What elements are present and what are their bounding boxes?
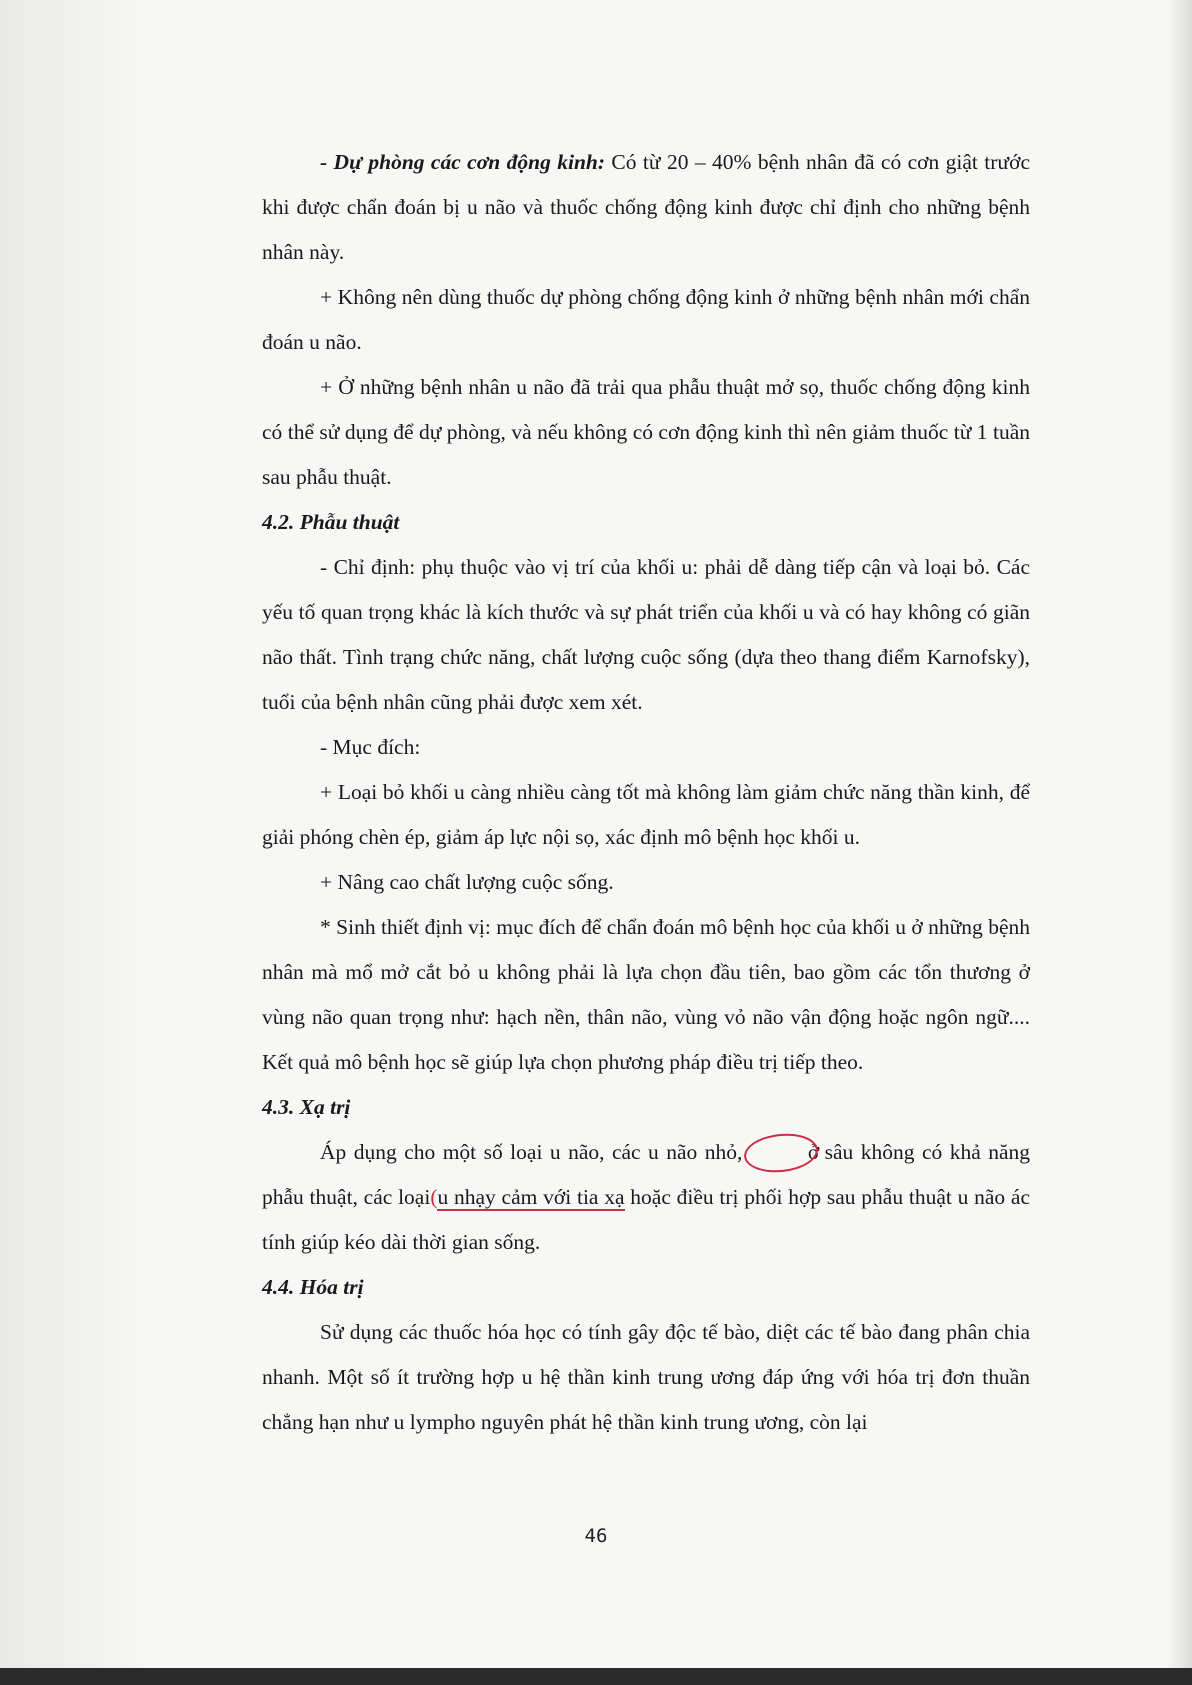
paragraph-purpose: - Mục đích:: [320, 735, 421, 759]
page-number: 46: [584, 1525, 608, 1547]
scan-bottom-edge: [0, 1668, 1192, 1685]
paragraph-indication: - Chỉ định: phụ thuộc vào vị trí của khối u: phải dễ dàng tiếp cận và loại bỏ. Các yếu tố quan trọng khác là kích thước và sự phát triển của khối u và có hay không có giãn não thất. Tình trạng chức năng, chất lượng cuộc sống (dựa theo thang điểm Karnofsky), tuổi của bệnh nhân cũng phải được xem xét.: [262, 555, 1030, 714]
page-left-shadow: [0, 0, 150, 1685]
heading-chemotherapy: 4.4. Hóa trị: [262, 1275, 364, 1299]
paragraph-quality-of-life: + Nâng cao chất lượng cuộc sống.: [320, 870, 614, 894]
paragraph-remove-tumor: + Loại bỏ khối u càng nhiều càng tốt mà không làm giảm chức năng thần kinh, để giải phóng chèn ép, giảm áp lực nội sọ, xác định mô bệnh học khối u.: [262, 780, 1030, 849]
radiotherapy-text-a: Áp dụng cho một số loại u não, các u não nhỏ,: [320, 1140, 743, 1164]
page-right-shadow: [1167, 0, 1192, 1685]
paragraph-chemotherapy: Sử dụng các thuốc hóa học có tính gây độc tế bào, diệt các tế bào đang phân chia nhanh. Một số ít trường hợp u hệ thần kinh trung ương đáp ứng với hóa trị đơn thuần chẳng hạn như u lympho nguyên phát hệ thần kinh trung ương, còn lại: [262, 1320, 1030, 1434]
radiotherapy-text-b: không có khả năng phẫu thuật, các loại: [262, 1140, 1031, 1209]
seizure-prevention-label: - Dự phòng các cơn động kinh:: [320, 150, 606, 174]
paragraph-no-prophylaxis: + Không nên dùng thuốc dự phòng chống động kinh ở những bệnh nhân mới chẩn đoán u não.: [262, 285, 1030, 354]
paragraph-stereotactic-biopsy: * Sinh thiết định vị: mục đích để chẩn đoán mô bệnh học của khối u ở những bệnh nhân mà mổ mở cắt bỏ u không phải là lựa chọn đầu tiên, bao gồm các tổn thương ở vùng não quan trọng như: hạch nền, thân não, vùng vỏ não vận động hoặc ngôn ngữ.... Kết quả mô bệnh học sẽ giúp lựa chọn phương pháp điều trị tiếp theo.: [262, 915, 1030, 1074]
paragraph-seizure-prevention: [262, 140, 1030, 275]
radiotherapy-text-c: hoặc điều trị phối hợp sau phẫu thuật u não ác tính giúp kéo dài thời gian sống.: [262, 1185, 1031, 1254]
paragraph-post-craniotomy: + Ở những bệnh nhân u não đã trải qua phẫu thuật mở sọ, thuốc chống động kinh có thể sử dụng để dự phòng, và nếu không có cơn động kinh thì nên giảm thuốc từ 1 tuần sau phẫu thuật.: [262, 375, 1030, 489]
handwritten-circle-mark: [750, 1130, 853, 1175]
heading-surgery: 4.2. Phẫu thuật: [262, 510, 400, 534]
red-bracket-annotation: (: [430, 1185, 438, 1209]
page-body: [262, 140, 1030, 1445]
underlined-text: u nhạy cảm với tia xạ: [437, 1185, 625, 1209]
heading-radiotherapy: 4.3. Xạ trị: [262, 1095, 351, 1119]
red-circle-annotation: [742, 1130, 820, 1176]
seizure-prevention-text: Có từ 20 – 40% bệnh nhân đã có cơn giật trước khi được chẩn đoán bị u não và thuốc chống động kinh được chỉ định cho những bệnh nhân này.: [262, 150, 1030, 264]
paragraph-radiotherapy: [262, 1130, 1030, 1265]
circled-text: ở sâu: [807, 1140, 854, 1164]
